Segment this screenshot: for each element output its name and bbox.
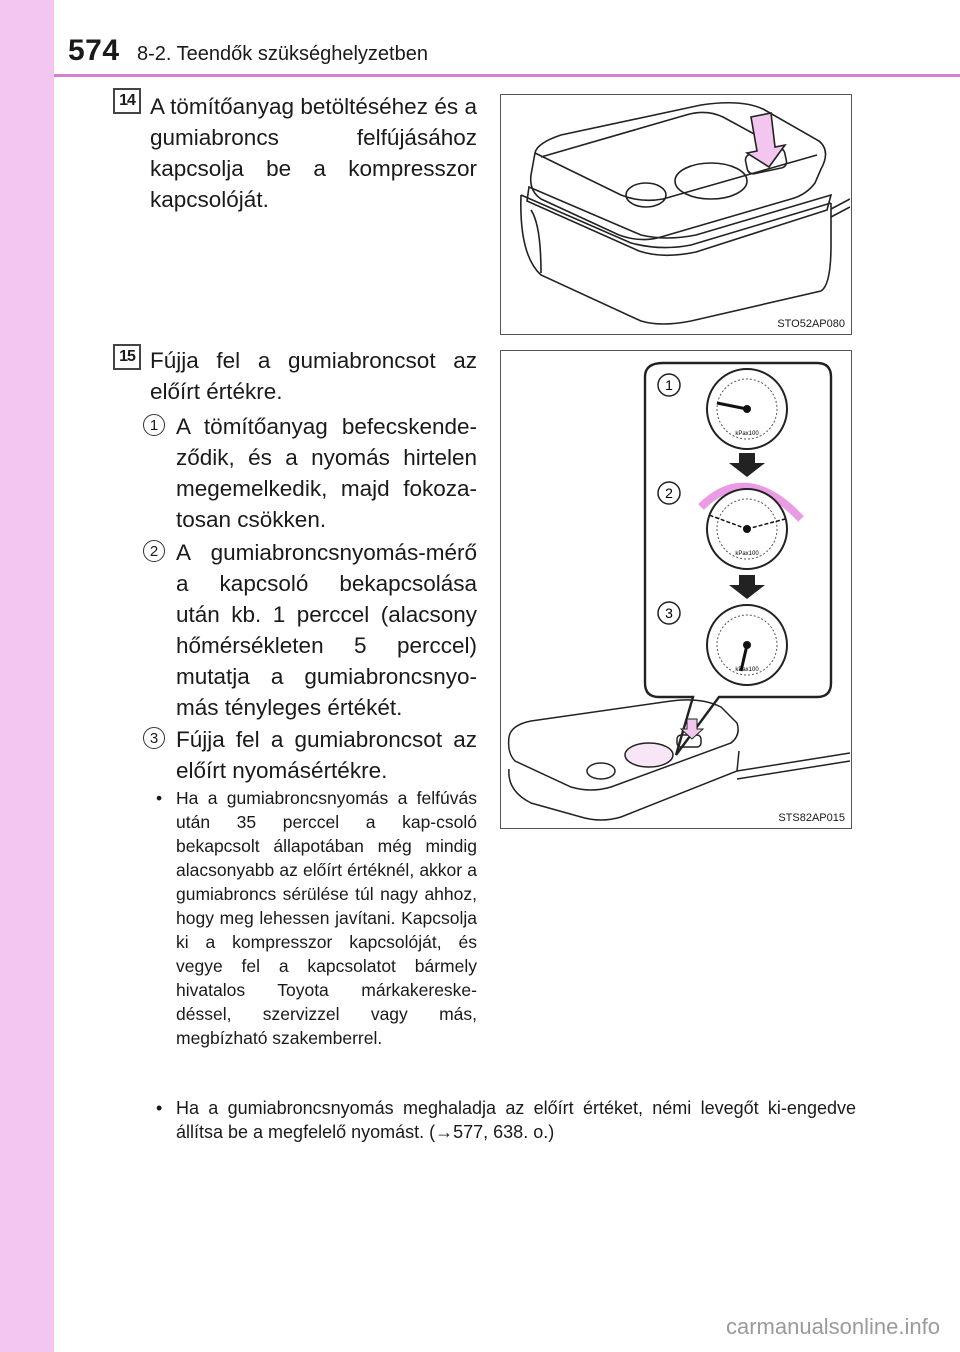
item-2-text: A gumiabroncsnyomás-mérő a kapcsoló bekapcsolása után kb. 1 perccel (alacsony hőmérsékleten 5 perccel) mutatja a gumiabroncsnyo-más tényleges értékét. bbox=[176, 540, 477, 720]
page-number: 574 bbox=[68, 34, 120, 67]
gauge-1 bbox=[707, 369, 787, 449]
compressor-illustration bbox=[501, 95, 850, 333]
step-number-14: 14 bbox=[113, 88, 141, 114]
step-15-text: Fújja fel a gumiabroncsot az előírt értékre. bbox=[150, 348, 477, 404]
gauge-3 bbox=[707, 605, 787, 685]
figure-code: STS82AP015 bbox=[778, 812, 845, 824]
item-marker-3: 3 bbox=[143, 727, 165, 749]
down-arrow-icon bbox=[747, 113, 785, 167]
item-1-text: A tömítőanyag befecskende-ződik, és a nyomás hirtelen megemelkedik, majd fokoza-tosan csökken. bbox=[176, 414, 477, 532]
note-bullet-1 bbox=[156, 786, 477, 1050]
gauge-sequence-illustration bbox=[501, 351, 850, 827]
gauge-unit-kpa: kPax100 bbox=[735, 431, 759, 437]
note-bullet-1-text: Ha a gumiabroncsnyomás a felfúvás után 35 perccel a kap-csoló bekapcsolt állapotában még mindig alacsonyabb az előírt értéknél, akkor a gumiabroncs sérülése túl nagy ahhoz, hogy meg lehessen javítani. Kapcsolja ki a kompresszor kapcsolóját, és vegye fel a kapcsolatot bármely hivatalos Toyota márkakereske-déssel, szervizzel vagy más, megbízható szakemberrel. bbox=[176, 788, 477, 1048]
figure-compressor-switch bbox=[500, 94, 852, 335]
gauge-label-1: 1 bbox=[665, 377, 673, 393]
figure-pressure-gauges bbox=[500, 350, 852, 829]
item-marker-2: 2 bbox=[143, 540, 165, 562]
note-bullet-2 bbox=[156, 1096, 856, 1144]
note-bullet-2-text: Ha a gumiabroncsnyomás meghaladja az előírt értéket, némi levegőt ki-engedve állítsa be a megfelelő nyomást. (→577, 638. o.) bbox=[176, 1098, 856, 1142]
step-number-15: 15 bbox=[113, 344, 141, 370]
gauge-label-2: 2 bbox=[665, 485, 673, 501]
item-3-text: Fújja fel a gumiabroncsot az előírt nyomásértékre. bbox=[176, 727, 477, 783]
compressor-small bbox=[509, 700, 850, 820]
gauge-label-3: 3 bbox=[665, 605, 673, 621]
header-rule bbox=[54, 74, 960, 77]
step-14-text: A tömítőanyag betöltéséhez és a gumiabroncs felfújásához kapcsolja be a kompresszor kapcsolóját. bbox=[150, 94, 477, 212]
section-title: 8-2. Teendők szükséghelyzetben bbox=[137, 43, 428, 65]
gauge-unit-kpa: kPax100 bbox=[735, 667, 759, 673]
watermark: carmanualsonline.info bbox=[725, 1314, 940, 1339]
bullet-dot-icon: • bbox=[156, 1098, 163, 1118]
figure-code: STO52AP080 bbox=[777, 318, 845, 330]
bullet-dot-icon: • bbox=[156, 788, 163, 808]
page-sidebar-band bbox=[0, 0, 54, 1352]
item-marker-1: 1 bbox=[143, 414, 165, 436]
gauge-unit-kpa: kPax100 bbox=[735, 551, 759, 557]
